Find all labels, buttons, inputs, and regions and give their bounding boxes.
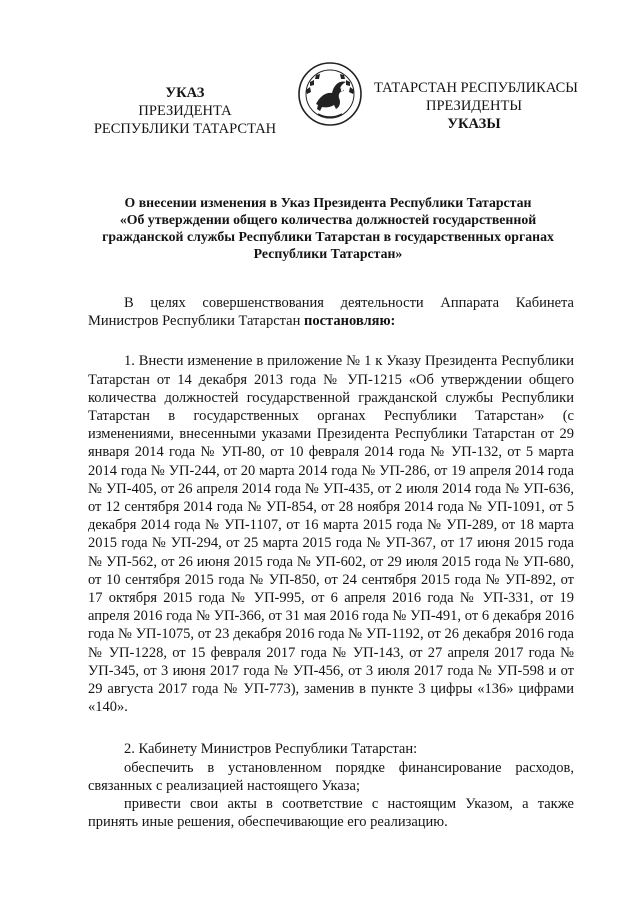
- preamble-paragraph: [88, 294, 574, 330]
- header-left-line-3: РЕСПУБЛИКИ ТАТАРСТАН: [93, 121, 277, 137]
- title-line-1: О внесении изменения в Указ Президента Республики Татарстан: [124, 195, 532, 210]
- item-1-paragraph: 1. Внести изменение в приложение № 1 к Указу Президента Республики Татарстан от 14 декабря 2013 года № УП-1215 «Об утверждении общего количества должностей государственной гражданской службы Республики Татарстан в государственных органах Республики Татарстан» (с изменениями, внесенными указами Президента Республики Татарстан от 29 января 2014 года № УП-80, от 10 февраля 2014 года № УП-132, от 5 марта 2014 года № УП-244, от 20 марта 2014 года № УП-286, от 19 апреля 2014 года № УП-405, от 26 апреля 2014 года № УП-435, от 2 июля 2014 года № УП-636, от 12 сентября 2014 года № УП-854, от 28 ноября 2014 года № УП-1091, от 5 декабря 2014 года № УП-1107, от 16 марта 2015 года № УП-289, от 18 марта 2015 года № УП-294, от 25 марта 2015 года № УП-367, от 17 июня 2015 года № УП-562, от 26 июня 2015 года № УП-602, от 29 июля 2015 года № УП-680, от 10 сентября 2015 года № УП-850, от 24 сентября 2015 года № УП-892, от 17 октября 2015 года № УП-995, от 6 апреля 2016 года № УП-331, от 19 апреля 2016 года № УП-366, от 31 мая 2016 года № УП-491, от 6 декабря 2016 года № УП-1075, от 23 декабря 2016 года № УП-1192, от 26 декабря 2016 года № УП-1228, от 15 февраля 2017 года № УП-143, от 27 апреля 2017 года № УП-345, от 3 июня 2017 года № УП-456, от 3 июля 2017 года № УП-598 и от 29 августа 2017 года № УП-773), заменив в пункте 3 цифры «136» цифрами «140».: [88, 353, 574, 716]
- header-right-line-1: ТАТАРСТАН РЕСПУБЛИКАСЫ: [374, 80, 578, 96]
- header-left-block: [90, 84, 280, 138]
- title-line-2: «Об утверждении общего количества должностей государственной: [119, 212, 537, 227]
- decree-word: постановляю:: [304, 313, 396, 330]
- title-line-3: гражданской службы Республики Татарстан в государственных органах: [102, 229, 554, 244]
- item-2-subitem-1: обеспечить в установленном порядке финансирование расходов, связанных с реализацией настоящего Указа;: [88, 759, 574, 794]
- header-left-line-2: ПРЕЗИДЕНТА: [138, 103, 232, 119]
- header-right-line-3: УКАЗЫ: [447, 116, 501, 132]
- coat-of-arms-emblem-icon: [296, 60, 364, 128]
- header-left-line-1: УКАЗ: [165, 85, 205, 101]
- title-line-4: Республики Татарстан»: [253, 246, 403, 261]
- item-2-heading: 2. Кабинету Министров Республики Татарстан:: [124, 741, 418, 758]
- header-right-block: [374, 79, 578, 133]
- document-body: [88, 294, 574, 831]
- item-2-subitem-2: привести свои акты в соответствие с настоящим Указом, а также принять иные решения, обеспечивающие его реализацию.: [88, 796, 574, 831]
- preamble-text: В целях совершенствования деятельности Аппарата Кабинета Министров Республики Татарстан: [88, 295, 574, 330]
- header-right-line-2: ПРЕЗИДЕНТЫ: [425, 98, 523, 114]
- document-title: [86, 194, 570, 262]
